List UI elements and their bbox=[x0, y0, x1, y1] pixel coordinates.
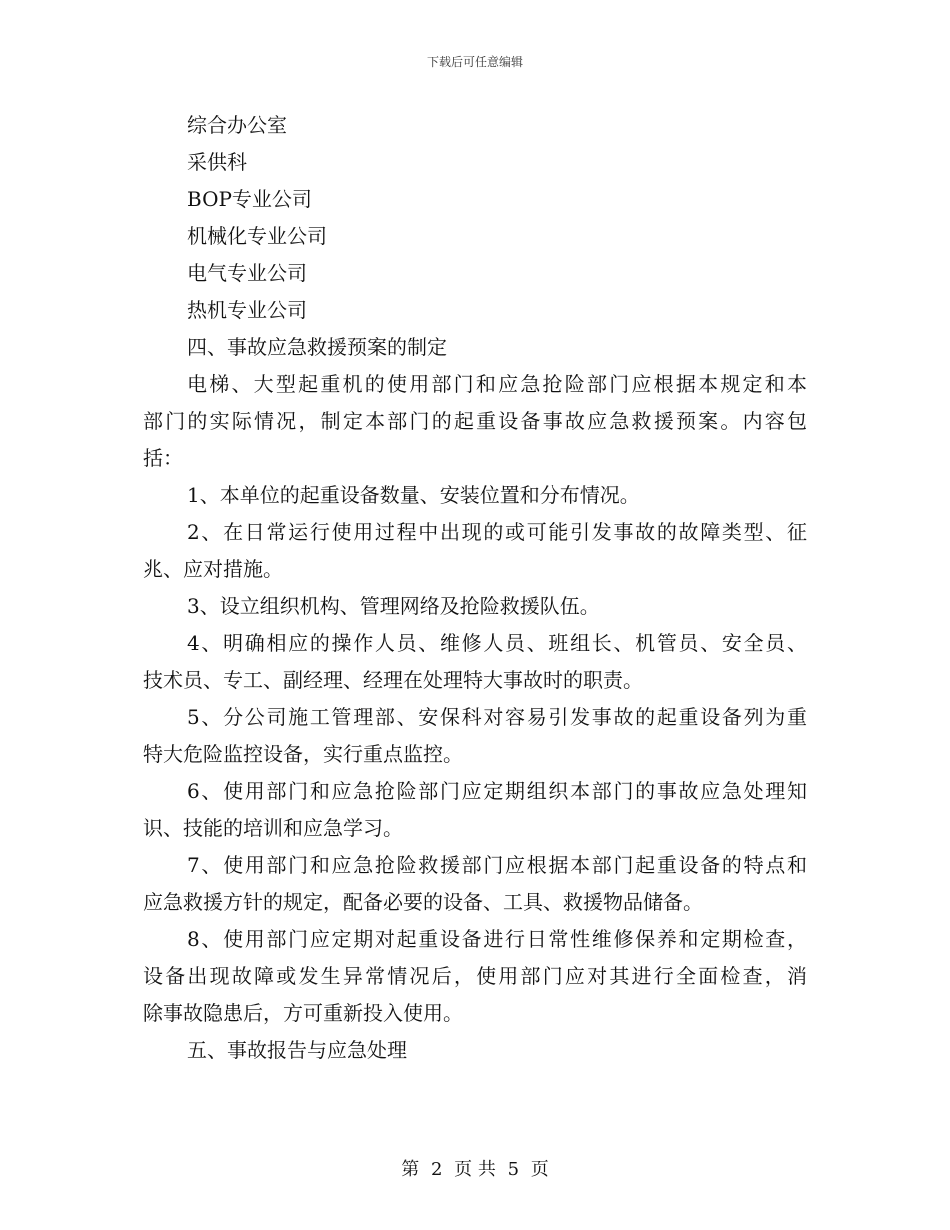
paragraph-line: 部门的实际情况，制定本部门的起重设备事故应急救援预案。内容包 bbox=[143, 409, 807, 433]
list-item-continued: 识、技能的培训和应急学习。 bbox=[143, 816, 403, 840]
list-item-continued: 技术员、专工、副经理、经理在处理特大事故时的职责。 bbox=[143, 668, 643, 692]
text-line: BOP专业公司 bbox=[187, 187, 312, 211]
text-line: 机械化专业公司 bbox=[187, 224, 327, 248]
list-item: 3、设立组织机构、管理网络及抢险救援队伍。 bbox=[187, 594, 600, 618]
text-line: 综合办公室 bbox=[187, 113, 287, 137]
section-heading: 五、事故报告与应急处理 bbox=[187, 1038, 407, 1062]
list-item-continued: 特大危险监控设备，实行重点监控。 bbox=[143, 742, 463, 766]
page-label-suffix: 页 bbox=[530, 1159, 549, 1180]
list-item-continued: 应急救援方针的规定，配备必要的设备、工具、救援物品储备。 bbox=[143, 890, 703, 914]
list-item: 2、在日常运行使用过程中出现的或可能引发事故的故障类型、征 bbox=[187, 520, 807, 544]
paragraph-line: 括： bbox=[143, 446, 183, 470]
page-footer bbox=[0, 1155, 950, 1181]
list-item: 8、使用部门应定期对起重设备进行日常性维修保养和定期检查， bbox=[187, 927, 807, 951]
list-item-continued: 设备出现故障或发生异常情况后，使用部门应对其进行全面检查，消 bbox=[143, 964, 807, 988]
text-line: 采供科 bbox=[187, 150, 247, 174]
text-line: 电气专业公司 bbox=[187, 261, 307, 285]
page-label-middle: 页 共 bbox=[454, 1159, 496, 1180]
list-item-continued: 除事故隐患后，方可重新投入使用。 bbox=[143, 1001, 463, 1025]
list-item: 1、本单位的起重设备数量、安装位置和分布情况。 bbox=[187, 483, 640, 507]
page-number: 2 bbox=[430, 1159, 443, 1180]
document-body bbox=[143, 107, 807, 1069]
list-item: 6、使用部门和应急抢险部门应定期组织本部门的事故应急处理知 bbox=[187, 779, 807, 803]
page-header: 下载后可任意编辑 bbox=[426, 55, 523, 69]
section-heading: 四、事故应急救援预案的制定 bbox=[187, 335, 447, 359]
list-item: 5、分公司施工管理部、安保科对容易引发事故的起重设备列为重 bbox=[187, 705, 807, 729]
page-label-prefix: 第 bbox=[401, 1159, 420, 1180]
list-item-continued: 兆、应对措施。 bbox=[143, 557, 283, 581]
paragraph-line: 电梯、大型起重机的使用部门和应急抢险部门应根据本规定和本 bbox=[187, 372, 807, 396]
page-total: 5 bbox=[507, 1159, 520, 1180]
list-item: 7、使用部门和应急抢险救援部门应根据本部门起重设备的特点和 bbox=[187, 853, 807, 877]
list-item: 4、明确相应的操作人员、维修人员、班组长、机管员、安全员、 bbox=[187, 631, 807, 655]
text-line: 热机专业公司 bbox=[187, 298, 307, 322]
